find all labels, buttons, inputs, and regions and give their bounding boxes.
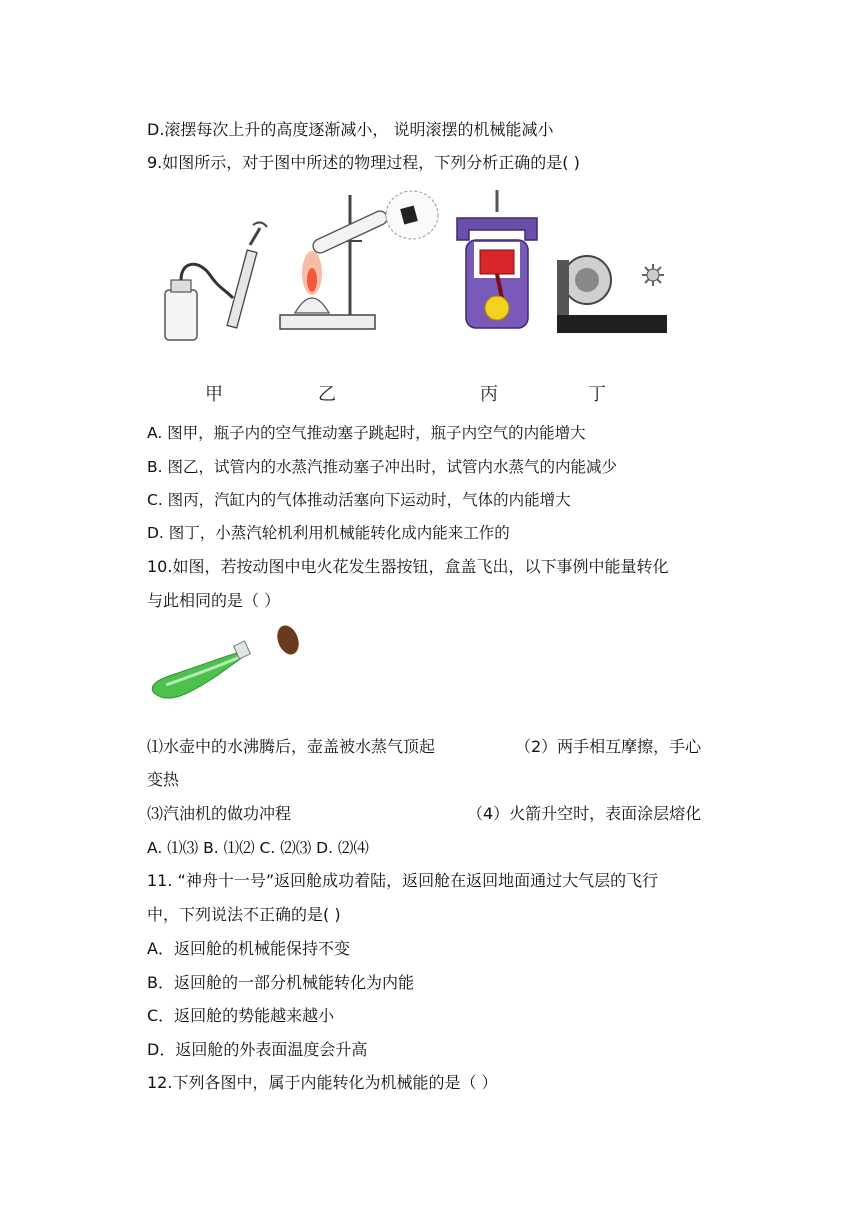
q10-item-2: （2）两手相互摩擦，手心 bbox=[515, 737, 702, 756]
figure-jia-bottle-pump bbox=[155, 220, 275, 345]
q9-option-c: C. 图丙，汽缸内的气体推动活塞向下运动时，气体的内能增大 bbox=[147, 491, 571, 509]
figure-label-ding: 丁 bbox=[588, 384, 606, 405]
q10-stem-line1: 10.如图，若按动图中电火花发生器按钮，盒盖飞出，以下事例中能量转化 bbox=[147, 557, 669, 576]
q10-item-4: （4）火箭升空时，表面涂层熔化 bbox=[467, 804, 702, 823]
figure-yi-test-tube bbox=[280, 185, 440, 340]
figure-label-bing: 丙 bbox=[480, 384, 498, 405]
q10-item-1: ⑴水壶中的水沸腾后，壶盖被水蒸气顶起 bbox=[147, 737, 436, 756]
q10-item-3: ⑶汽油机的做功冲程 bbox=[147, 804, 292, 823]
q9-stem: 9.如图所示，对于图中所述的物理过程，下列分析正确的是( ) bbox=[147, 153, 580, 172]
figure-spark-generator bbox=[148, 615, 308, 710]
q10-stem-line2: 与此相同的是（ ） bbox=[147, 591, 281, 610]
q11-option-b: B．返回舱的一部分机械能转化为内能 bbox=[147, 973, 414, 992]
figure-ding-steam-turbine bbox=[552, 240, 677, 340]
figure-label-yi: 乙 bbox=[318, 384, 336, 405]
q11-stem-line2: 中，下列说法不正确的是( ) bbox=[147, 905, 341, 924]
q9-option-d: D. 图丁，小蒸汽轮机利用机械能转化成内能来工作的 bbox=[147, 524, 510, 542]
q10-item-1-cont: 变热 bbox=[147, 770, 180, 789]
q10-choices: A. ⑴⑶ B. ⑴⑵ C. ⑵⑶ D. ⑵⑷ bbox=[147, 839, 369, 857]
q11-option-c: C．返回舱的势能越来越小 bbox=[147, 1006, 335, 1025]
prev-option-d: D.滚摆每次上升的高度逐渐减小， 说明滚摆的机械能减小 bbox=[147, 120, 554, 139]
figure-label-jia: 甲 bbox=[205, 384, 223, 405]
q12-stem: 12.下列各图中，属于内能转化为机械能的是（ ） bbox=[147, 1073, 498, 1092]
q11-stem-line1: 11. “神舟十一号”返回舱成功着陆，返回舱在返回地面通过大气层的飞行 bbox=[147, 871, 659, 890]
q11-option-a: A．返回舱的机械能保持不变 bbox=[147, 939, 350, 958]
q11-option-d: D．返回舱的外表面温度会升高 bbox=[147, 1040, 368, 1059]
q9-option-a: A. 图甲，瓶子内的空气推动塞子跳起时，瓶子内空气的内能增大 bbox=[147, 424, 586, 442]
q9-option-b: B. 图乙，试管内的水蒸汽推动塞子冲出时，试管内水蒸气的内能减少 bbox=[147, 458, 617, 476]
figure-bing-engine bbox=[452, 190, 552, 340]
